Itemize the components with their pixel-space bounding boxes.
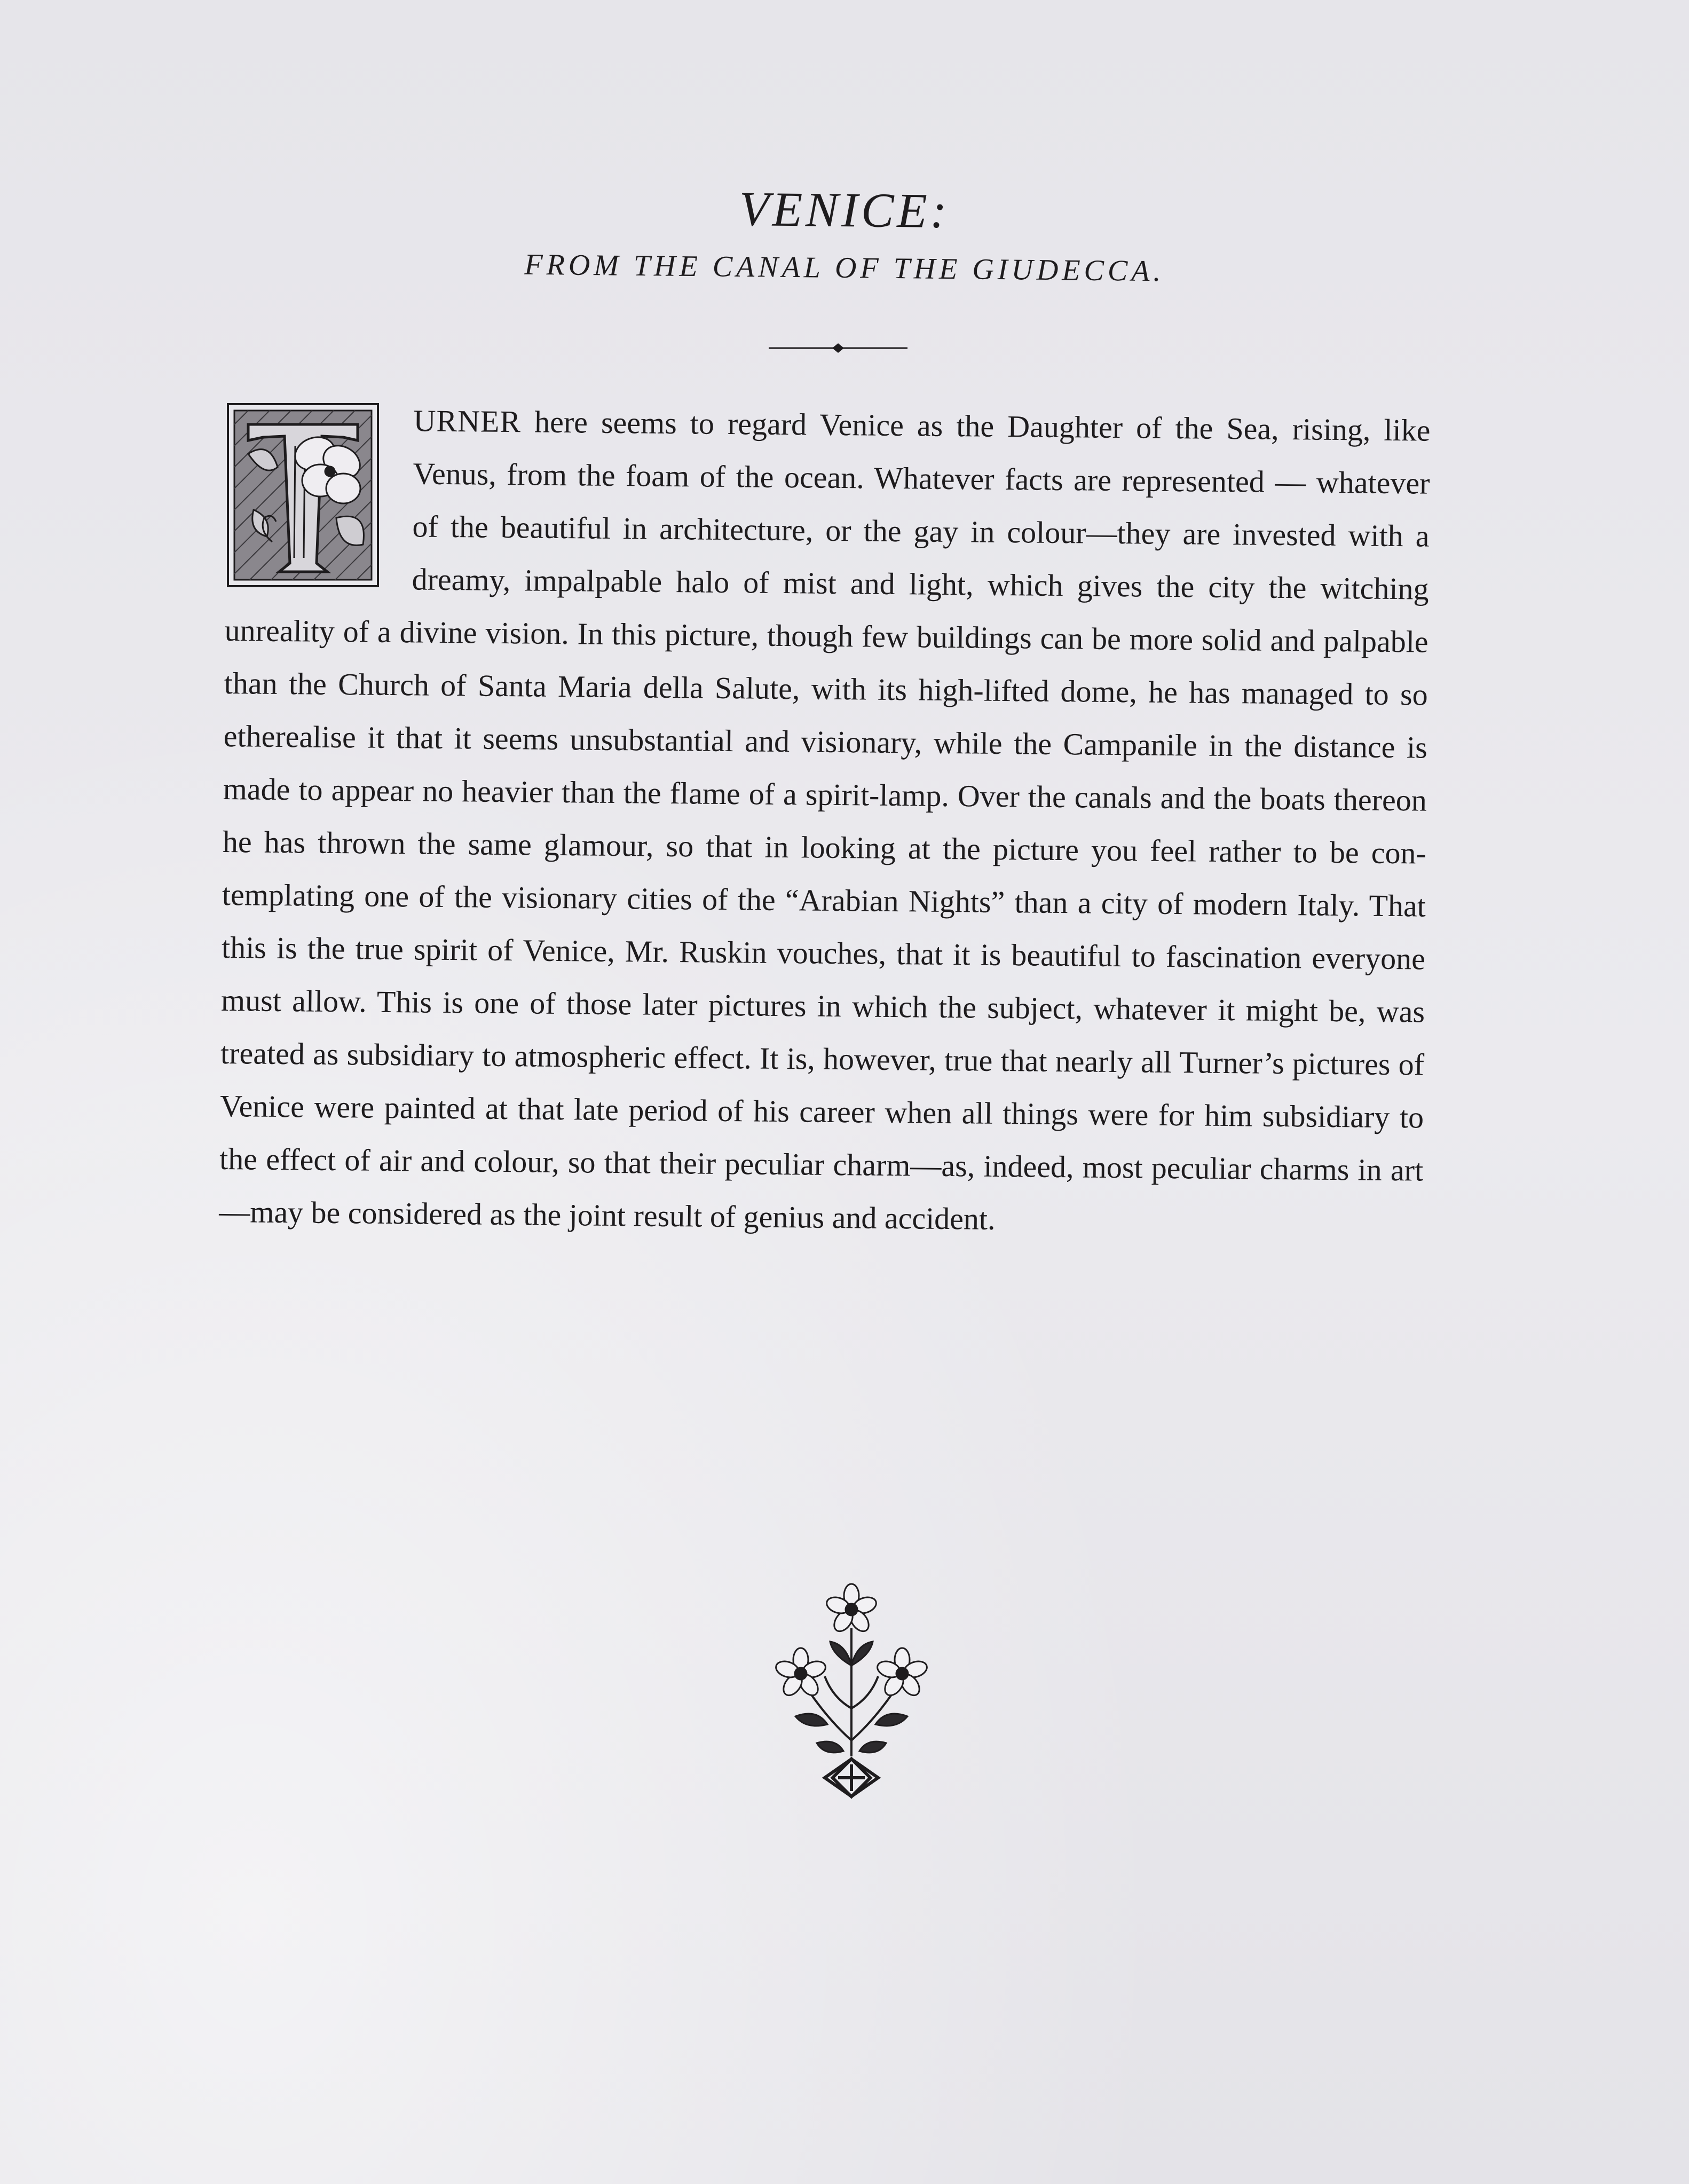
page-subtitle: FROM THE CANAL OF THE GIUDECCA. — [524, 248, 1165, 288]
drop-cap-space — [225, 392, 414, 605]
body-paragraph — [219, 392, 1431, 1250]
body-text: here seems to regard Venice as the Daughter of the Sea, rising, like Venus, from the foam of the ocean. Whatever facts are represented — whatever of the beautiful in architecture, or the gay in colour—they are invested with a dreamy, impalpable halo of mist and light, which gives the city the witching unreality of a divine vision. In this picture, though few buildings can be more solid and palpable than the Church of Santa Maria della Salute, with its high-lifted dome, he has managed to so etherealise it that it seems unsubstantial and visionary, while the Campanile in the distance is made to appear no heavier than the flame of a spirit-lamp. Over the canals and the boats thereon he has thrown the same glamour, so that in looking at the picture you feel rather to be con-templating one of the visionary cities of the “Arabian Nights” than a city of modern Italy. That this is the true spirit of Venice, Mr. Ruskin vouches, that it is beautiful to fascination everyone must allow. This is one of those later pictures in which the subject, whatever it might be, was treated as subsidiary to atmospheric effect. It is, however, true that nearly all Turner’s pictures of Venice were painted at that late period of his career when all things were for him subsidiary to the effect of air and colour, so that their peculiar charm—as, indeed, most peculiar charms in art—may be considered as the joint result of genius and accident. — [218, 404, 1431, 1236]
floral-tailpiece-icon — [774, 1580, 929, 1810]
diamond-rule-icon — [769, 342, 907, 354]
page-title: VENICE: — [739, 181, 950, 239]
first-word-remainder: URNER — [413, 403, 522, 439]
